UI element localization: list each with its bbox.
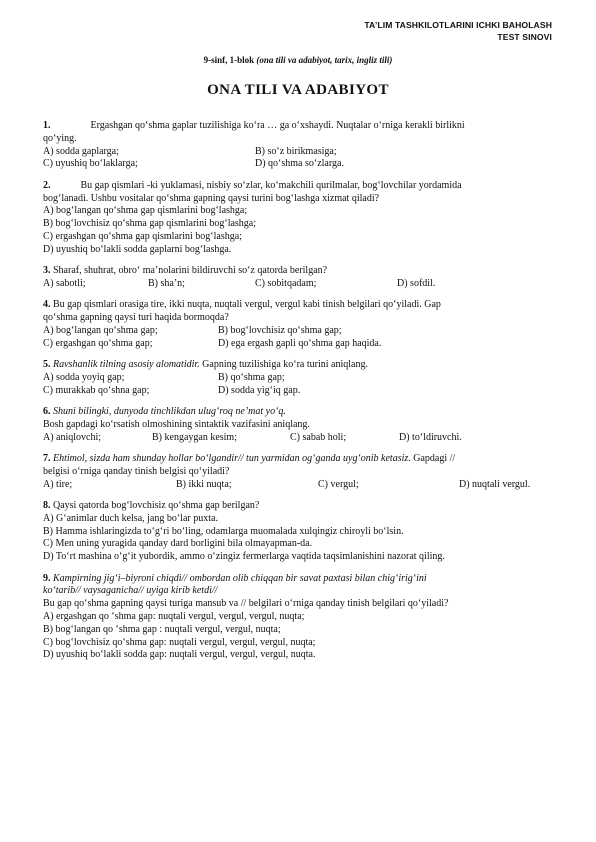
option-c[interactable]: C) uyushiq bo‘laklarga; [43,158,138,170]
option-d[interactable]: D) uyushiq bo‘lakli sodda gaplarni bog‘lashga. [43,243,232,255]
option-b[interactable]: B) Hamma ishlaringizda to‘g‘ri bo‘ling, odamlarga muomalada xulqingiz chiroyli bo‘lsin. [43,525,404,537]
option-a[interactable]: A) sodda gaplarga; [43,145,119,157]
option-d[interactable]: D) uyushiq bo‘lakli sodda gap: nuqtali vergul, vergul, vergul, nuqta. [43,649,316,661]
question-5 [43,359,556,397]
option-b[interactable]: B) qo‘shma gap; [218,371,285,383]
quoted-sentence: Ravshanlik tilning asosiy alomatidir. [50,359,200,371]
option-b[interactable]: B) sha’n; [148,277,185,289]
question-7 [43,453,556,491]
question-text: Bu gap qo‘shma gapning qaysi turiga mansub va // belgilari o‘rniga qanday tinish belgilari qo‘yiladi? [43,598,449,610]
option-b[interactable]: B) ikki nuqta; [176,478,232,490]
option-b[interactable]: B) kengaygan kesim; [152,431,237,443]
question-3 [43,265,556,291]
question-1 [43,120,556,171]
option-d[interactable]: D) nuqtali vergul. [459,478,531,490]
option-a[interactable]: A) aniqlovchi; [43,431,102,443]
option-c[interactable]: C) sabab holi; [290,431,347,443]
question-number: 9. [43,572,51,584]
header-line-1: TA’LIM TASHKILOTLARINI ICHKI BAHOLASH [364,20,552,30]
question-number: 7. [43,453,51,465]
question-text-cont: qo‘ying. [43,132,77,144]
option-a[interactable]: A) sodda yoyiq gap; [43,371,125,383]
question-number: 3. [43,265,51,277]
option-b[interactable]: B) bog‘lovchisiz qo‘shma gap; [218,324,342,336]
quoted-sentence: Shuni bilingki, dunyoda tinchlikdan ulug‘roq ne’mat yo‘q. [50,406,286,418]
option-c[interactable]: C) ergashgan qo‘shma gap qismlarini bog‘lashga; [43,230,242,242]
option-b[interactable]: B) so‘z birikmasiga; [255,145,337,157]
page-title: ONA TILI VA ADABIYOT [207,82,389,98]
question-text: Sharaf, shuhrat, obro‘ ma’nolarini bildiruvchi so‘z qatorda berilgan? [50,265,328,277]
subtitle-subjects: (ona tili va adabiyot, tarix, ingliz tili) [256,55,393,65]
question-number: 8. [43,500,51,512]
question-text: Qaysi qatorda bog‘lovchisiz qo‘shma gap berilgan? [50,500,260,512]
question-text-cont: belgisi o‘rniga qanday tinish belgisi qo‘yiladi? [43,465,230,477]
question-9 [43,573,556,663]
question-number: 6. [43,406,51,418]
question-text: Bosh gapdagi ko‘rsatish olmoshining sintaktik vazifasini aniqlang. [43,418,310,430]
option-d[interactable]: D) qo‘shma so‘zlarga. [255,158,344,170]
question-6 [43,406,556,444]
question-number: 4. [43,299,51,311]
subtitle-main: 9-sinf, 1-blok [203,55,257,65]
question-text: Ergashgan qo‘shma gaplar tuzilishiga ko‘ra … ga o‘xshaydi. Nuqtalar o‘rniga kerakli birlikni [90,120,465,131]
option-c[interactable]: C) murakkab qo‘shna gap; [43,384,150,396]
header-line-2: TEST SINOVI [497,31,552,42]
option-d[interactable]: D) sofdil. [397,277,436,289]
question-2 [43,180,556,257]
question-number: 1. [43,120,51,131]
question-text: Gapdagi // [410,453,456,465]
option-d[interactable]: D) to‘ldiruvchi. [399,431,462,443]
quoted-sentence: Ehtimol, sizda ham shunday hollar bo‘lgandir// tun yarmidan og‘ganda uyg‘onib ketasiz. [50,453,411,465]
question-text: Bu gap qismlari orasiga tire, ikki nuqta, nuqtali vergul, vergul kabi tinish belgilari qo‘yiladi. Gap [50,299,441,311]
question-text-cont: bog‘lanadi. Ushbu vositalar qo‘shma gapning qaysi turini bog‘lashga xizmat qiladi? [43,192,380,204]
question-number: 5. [43,359,51,371]
question-4 [43,299,556,350]
option-c[interactable]: C) ergashgan qo‘shma gap; [43,337,153,349]
option-d[interactable]: D) sodda yig‘iq gap. [218,384,301,396]
option-a[interactable]: A) ergashgan qo ‘shma gap: nuqtali vergul, vergul, vergul, nuqta; [43,611,305,623]
option-c[interactable]: C) vergul; [318,478,359,490]
questions-list [43,120,556,671]
question-text: Bu gap qismlari -ki yuklamasi, nisbiy so‘zlar, ko‘makchili qurilmalar, bog‘lovchilar yordamida [80,179,462,191]
option-c[interactable]: C) Men uning yuragida qanday dard borligini bila olmayapman-da. [43,538,313,550]
option-a[interactable]: A) tire; [43,478,73,490]
question-text-cont: qo‘shma gapning qaysi turi haqida bormoqda? [43,312,229,324]
option-c[interactable]: C) sobitqadam; [255,277,317,289]
option-a[interactable]: A) bog‘langan qo‘shma gap qismlarini bog‘lashga; [43,205,248,217]
option-c[interactable]: C) bog‘lovchisiz qo‘shma gap: nuqtali vergul, vergul, vergul, nuqta; [43,636,316,648]
option-d[interactable]: D) To‘rt mashina o‘g‘it yubordik, ammo o‘zingiz fermerlarga vaqtida taqsimlanishini nazorat qiling. [43,551,445,563]
option-b[interactable]: B) bog‘langan qo ‘shma gap : nuqtali vergul, vergul, nuqta; [43,623,281,635]
subtitle [0,55,596,65]
question-number: 2. [43,179,51,191]
option-b[interactable]: B) bog‘lovchisiz qo‘shma gap qismlarini bog‘lashga; [43,218,257,230]
institution-header [364,20,552,43]
option-d[interactable]: D) ega ergash gapli qo‘shma gap haqida. [218,337,382,349]
option-a[interactable]: A) sabotli; [43,277,86,289]
option-a[interactable]: A) G‘animlar duch kelsa, jang bo‘lar puxta. [43,512,218,524]
quoted-sentence-cont: ko‘tarib// vaysaganicha// uyiga kirib ketdi// [43,585,218,597]
question-text: Gapning tuzilishiga ko‘ra turini aniqlang. [199,359,368,371]
question-8 [43,500,556,564]
quoted-sentence: Kampirning jig‘i–biyroni chiqdi// ombordan olib chiqqan bir savat paxtasi bilan chig‘irig‘ini [50,572,427,584]
option-a[interactable]: A) bog‘langan qo‘shma gap; [43,324,158,336]
